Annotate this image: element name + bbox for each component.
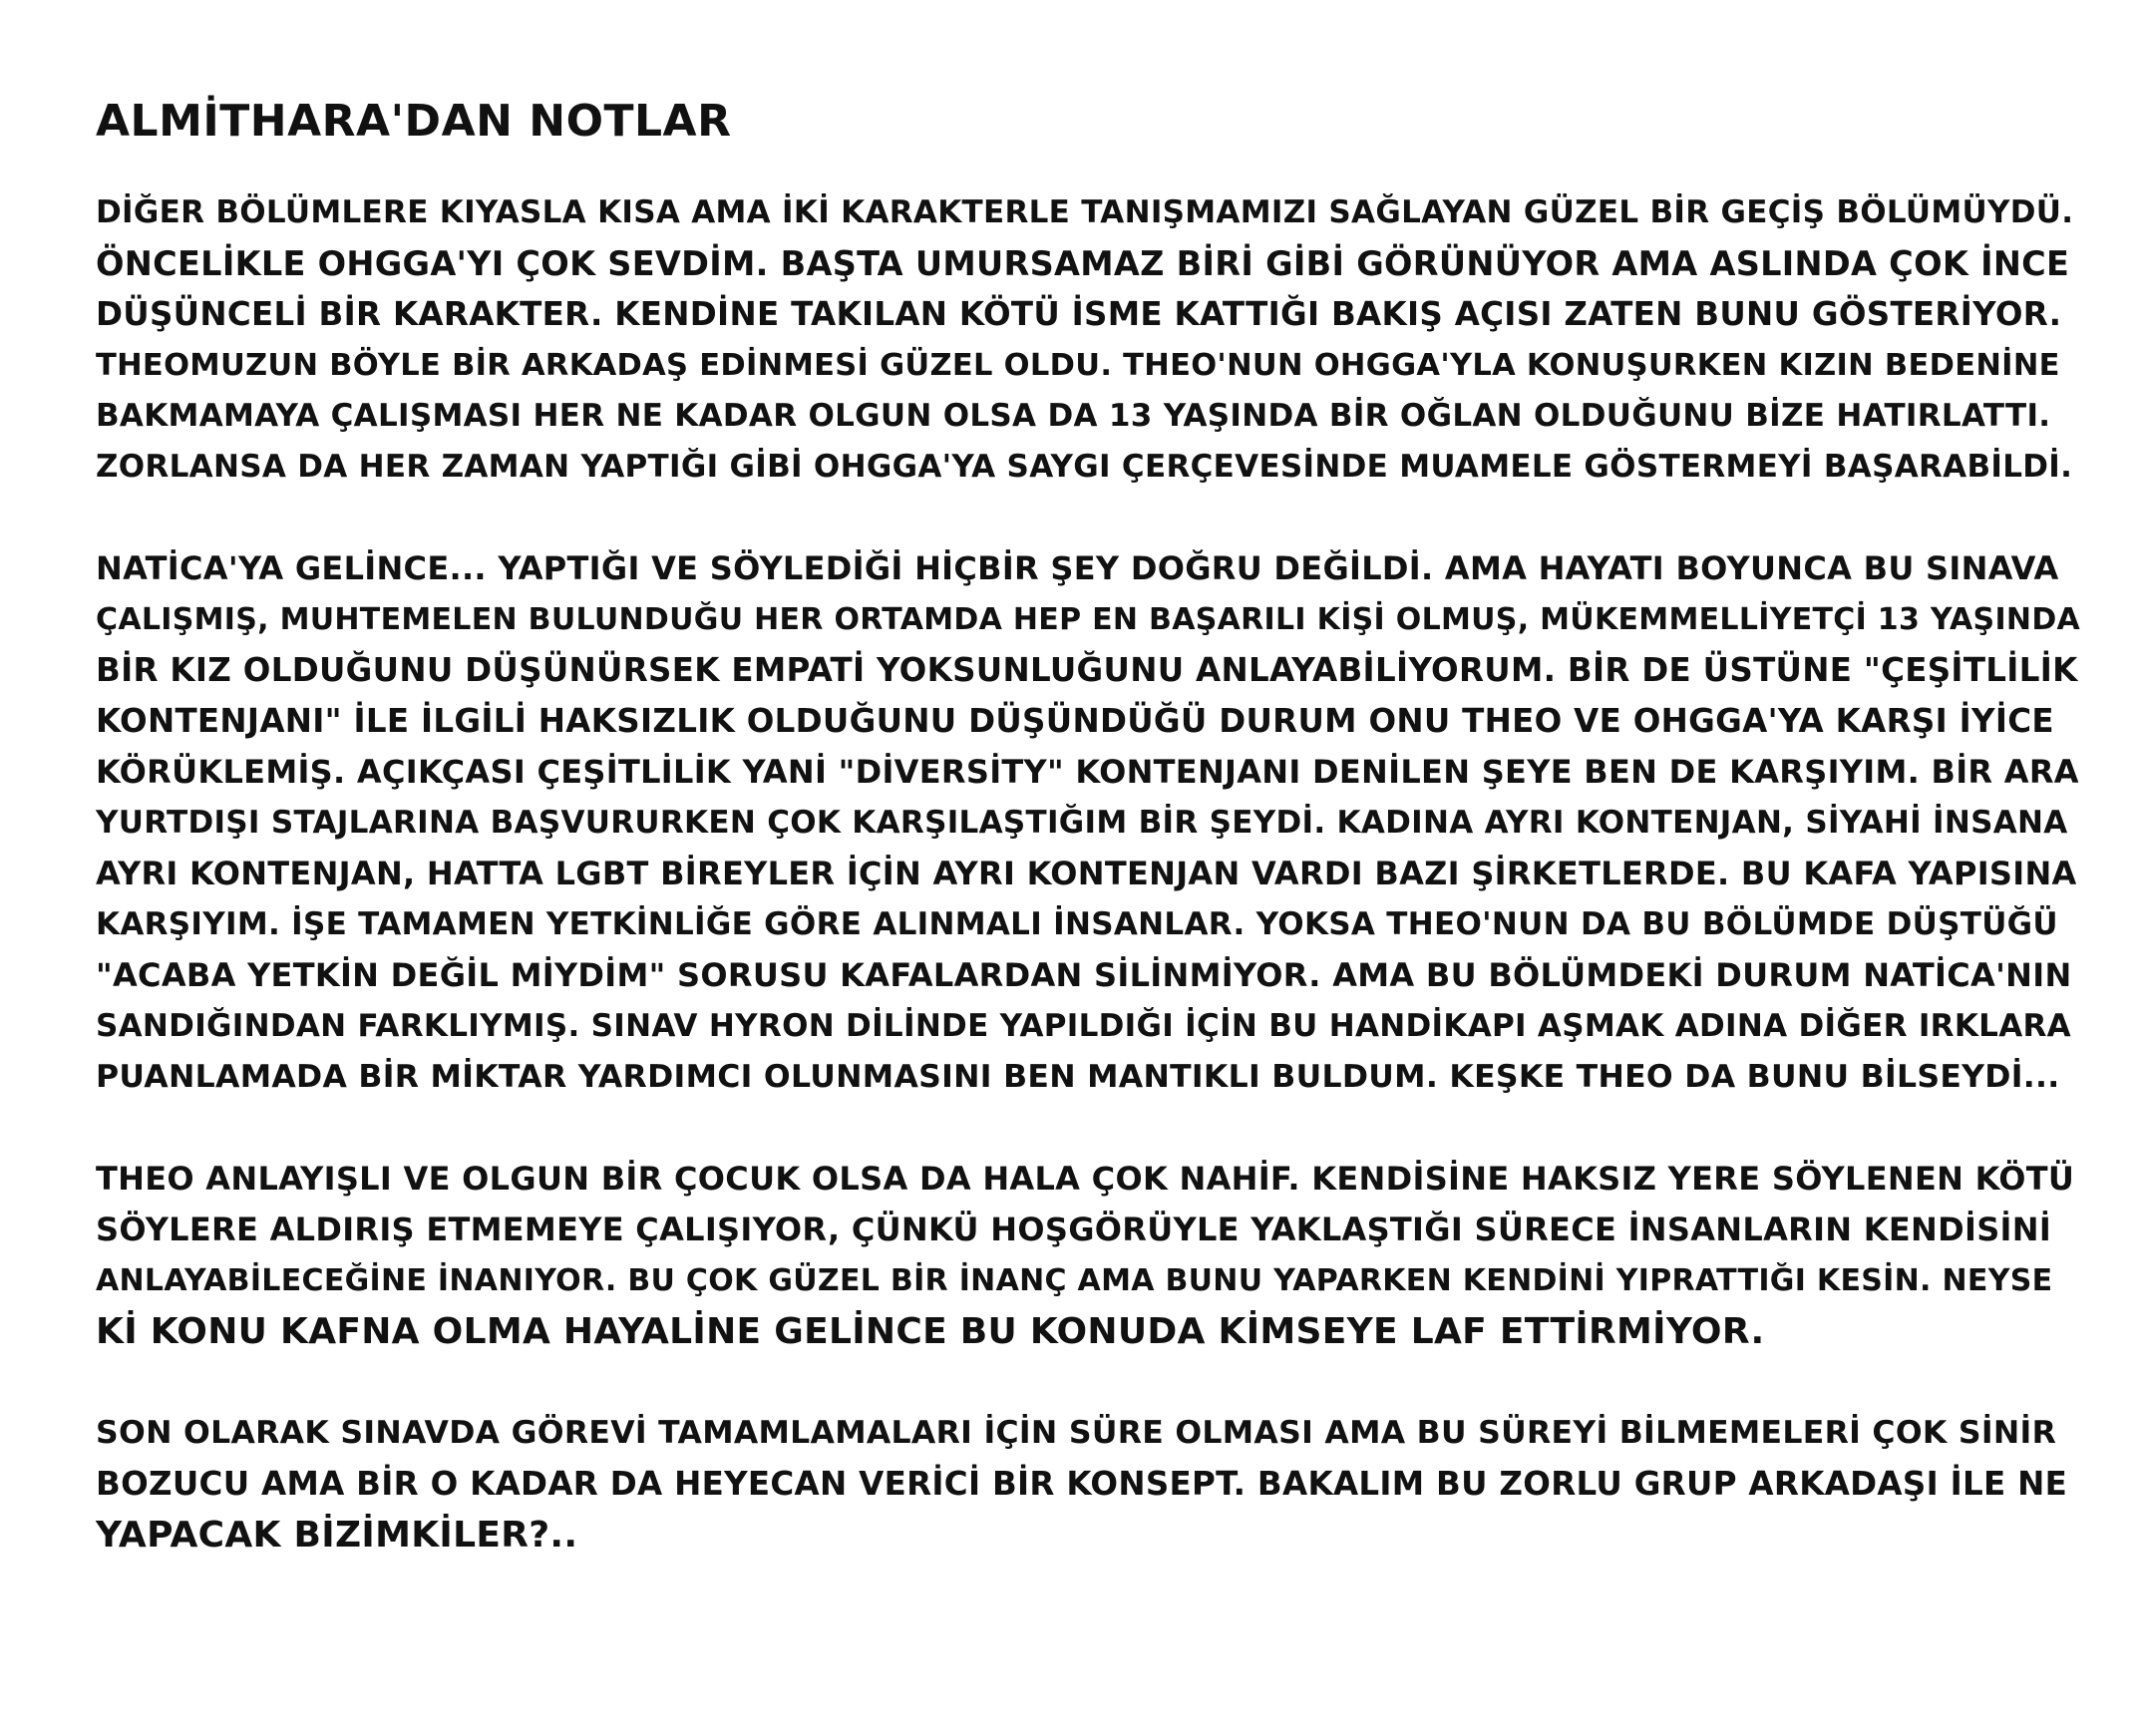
text-line: BOZUCU AMA BİR O KADAR DA HEYECAN VERİCİ BİR KONSEPT. BAKALIM BU ZORLU GRUP ARKADAŞI İLE NE (96, 1465, 2068, 1503)
page-title: ALMİTHARA'DAN NOTLAR (96, 96, 732, 147)
text-line: BAKMAMAYA ÇALIŞMASI HER NE KADAR OLGUN OLSA DA 13 YAŞINDA BİR OĞLAN OLDUĞUNU BİZE HATIRLATTI. (96, 398, 2051, 434)
text-line: THEOMUZUN BÖYLE BİR ARKADAŞ EDİNMESİ GÜZEL OLDU. THEO'NUN OHGGA'YLA KONUŞURKEN KIZIN BEDENİNE (96, 348, 2060, 383)
text-line: ZORLANSA DA HER ZAMAN YAPTIĞI GİBİ OHGGA'YA SAYGI ÇERÇEVESİNDE MUAMELE GÖSTERMEYİ BAŞARABİLDİ. (96, 449, 2073, 485)
text-line: AYRI KONTENJAN, HATTA LGBT BİREYLER İÇİN AYRI KONTENJAN VARDI BAZI ŞİRKETLERDE. BU KAFA YAPISINA (96, 855, 2077, 892)
paragraph-4 (96, 1408, 2080, 1561)
text-line: THEO ANLAYIŞLI VE OLGUN BİR ÇOCUK OLSA DA HALA ÇOK NAHİF. KENDİSİNE HAKSIZ YERE SÖYLENEN KÖTÜ (96, 1160, 2075, 1198)
text-line: ANLAYABİLECEĞİNE İNANIYOR. BU ÇOK GÜZEL BİR İNANÇ AMA BUNU YAPARKEN KENDİNİ YIPRATTIĞI KESİN. NEYSE (96, 1263, 2053, 1298)
text-line: YURTDIŞI STAJLARINA BAŞVURURKEN ÇOK KARŞILAŞTIĞIM BİR ŞEYDİ. KADINA AYRI KONTENJAN, SİYAHİ İNSANA (96, 805, 2068, 841)
text-line: PUANLAMADA BİR MİKTAR YARDIMCI OLUNMASINI BEN MANTIKLI BULDUM. KEŞKE THEO DA BUNU BİLSEYDİ... (96, 1059, 2060, 1095)
text-line: NATİCA'YA GELİNCE... YAPTIĞI VE SÖYLEDİĞİ HİÇBİR ŞEY DOĞRU DEĞİLDİ. AMA HAYATI BOYUNCA BU SINAVA (96, 549, 2059, 587)
text-line: YAPACAK BİZİMKİLER?.. (96, 1515, 578, 1556)
text-line: Kİ KONU KAFNA OLMA HAYALİNE GELİNCE BU KONUDA KİMSEYE LAF ETTİRMİYOR. (96, 1311, 1765, 1352)
text-line: KARŞIYIM. İŞE TAMAMEN YETKİNLİĞE GÖRE ALINMALI İNSANLAR. YOKSA THEO'NUN DA BU BÖLÜMDE DÜŞTÜĞÜ (96, 906, 2058, 942)
paragraph-1 (96, 187, 2080, 493)
paragraph-2 (96, 543, 2080, 1103)
text-line: ÇALIŞMIŞ, MUHTEMELEN BULUNDUĞU HER ORTAMDA HEP EN BAŞARILI KİŞİ OLMUŞ, MÜKEMMELLİYETÇİ 13 YAŞINDA (96, 602, 2081, 637)
text-line: DÜŞÜNCELİ BİR KARAKTER. KENDİNE TAKILAN KÖTÜ İSME KATTIĞI BAKIŞ AÇISI ZATEN BUNU GÖSTERİYOR. (96, 295, 2062, 333)
text-line: SANDIĞINDAN FARKLIYMIŞ. SINAV HYRON DİLİNDE YAPILDIĞI İÇİN BU HANDİKAPI AŞMAK ADINA DİĞER IRKLARA (96, 1008, 2071, 1044)
text-line: SÖYLERE ALDIRIŞ ETMEMEYE ÇALIŞIYOR, ÇÜNKÜ HOŞGÖRÜYLE YAKLAŞTIĞI SÜRECE İNSANLARIN KENDİSİNİ (96, 1211, 2052, 1248)
text-line: ÖNCELİKLE OHGGA'YI ÇOK SEVDİM. BAŞTA UMURSAMAZ BİRİ GİBİ GÖRÜNÜYOR AMA ASLINDA ÇOK İNCE (96, 244, 2070, 283)
text-line: KÖRÜKLEMİŞ. AÇIKÇASI ÇEŞİTLİLİK YANİ "DİVERSİTY" KONTENJANI DENİLEN ŞEYE BEN DE KARŞIYIM. BİR ARA (96, 753, 2079, 791)
text-line: "ACABA YETKİN DEĞİL MİYDİM" SORUSU KAFALARDAN SİLİNMİYOR. AMA BU BÖLÜMDEKİ DURUM NATİCA'NIN (96, 956, 2072, 994)
text-line: KONTENJANI" İLE İLGİLİ HAKSIZLIK OLDUĞUNU DÜŞÜNDÜĞÜ DURUM ONU THEO VE OHGGA'YA KARŞI İYİCE (96, 702, 2054, 740)
paragraph-3 (96, 1154, 2080, 1357)
text-line: SON OLARAK SINAVDA GÖREVİ TAMAMLAMALARI İÇİN SÜRE OLMASI AMA BU SÜREYİ BİLMEMELERİ ÇOK SİNİR (96, 1415, 2057, 1451)
notes-page (96, 92, 2080, 1611)
text-line: DİĞER BÖLÜMLERE KIYASLA KISA AMA İKİ KARAKTERLE TANIŞMAMIZI SAĞLAYAN GÜZEL BİR GEÇİŞ BÖLÜMÜYDÜ. (96, 194, 2074, 230)
text-line: BİR KIZ OLDUĞUNU DÜŞÜNÜRSEK EMPATİ YOKSUNLUĞUNU ANLAYABİLİYORUM. BİR DE ÜSTÜNE "ÇEŞİTLİLİK (96, 651, 2078, 689)
